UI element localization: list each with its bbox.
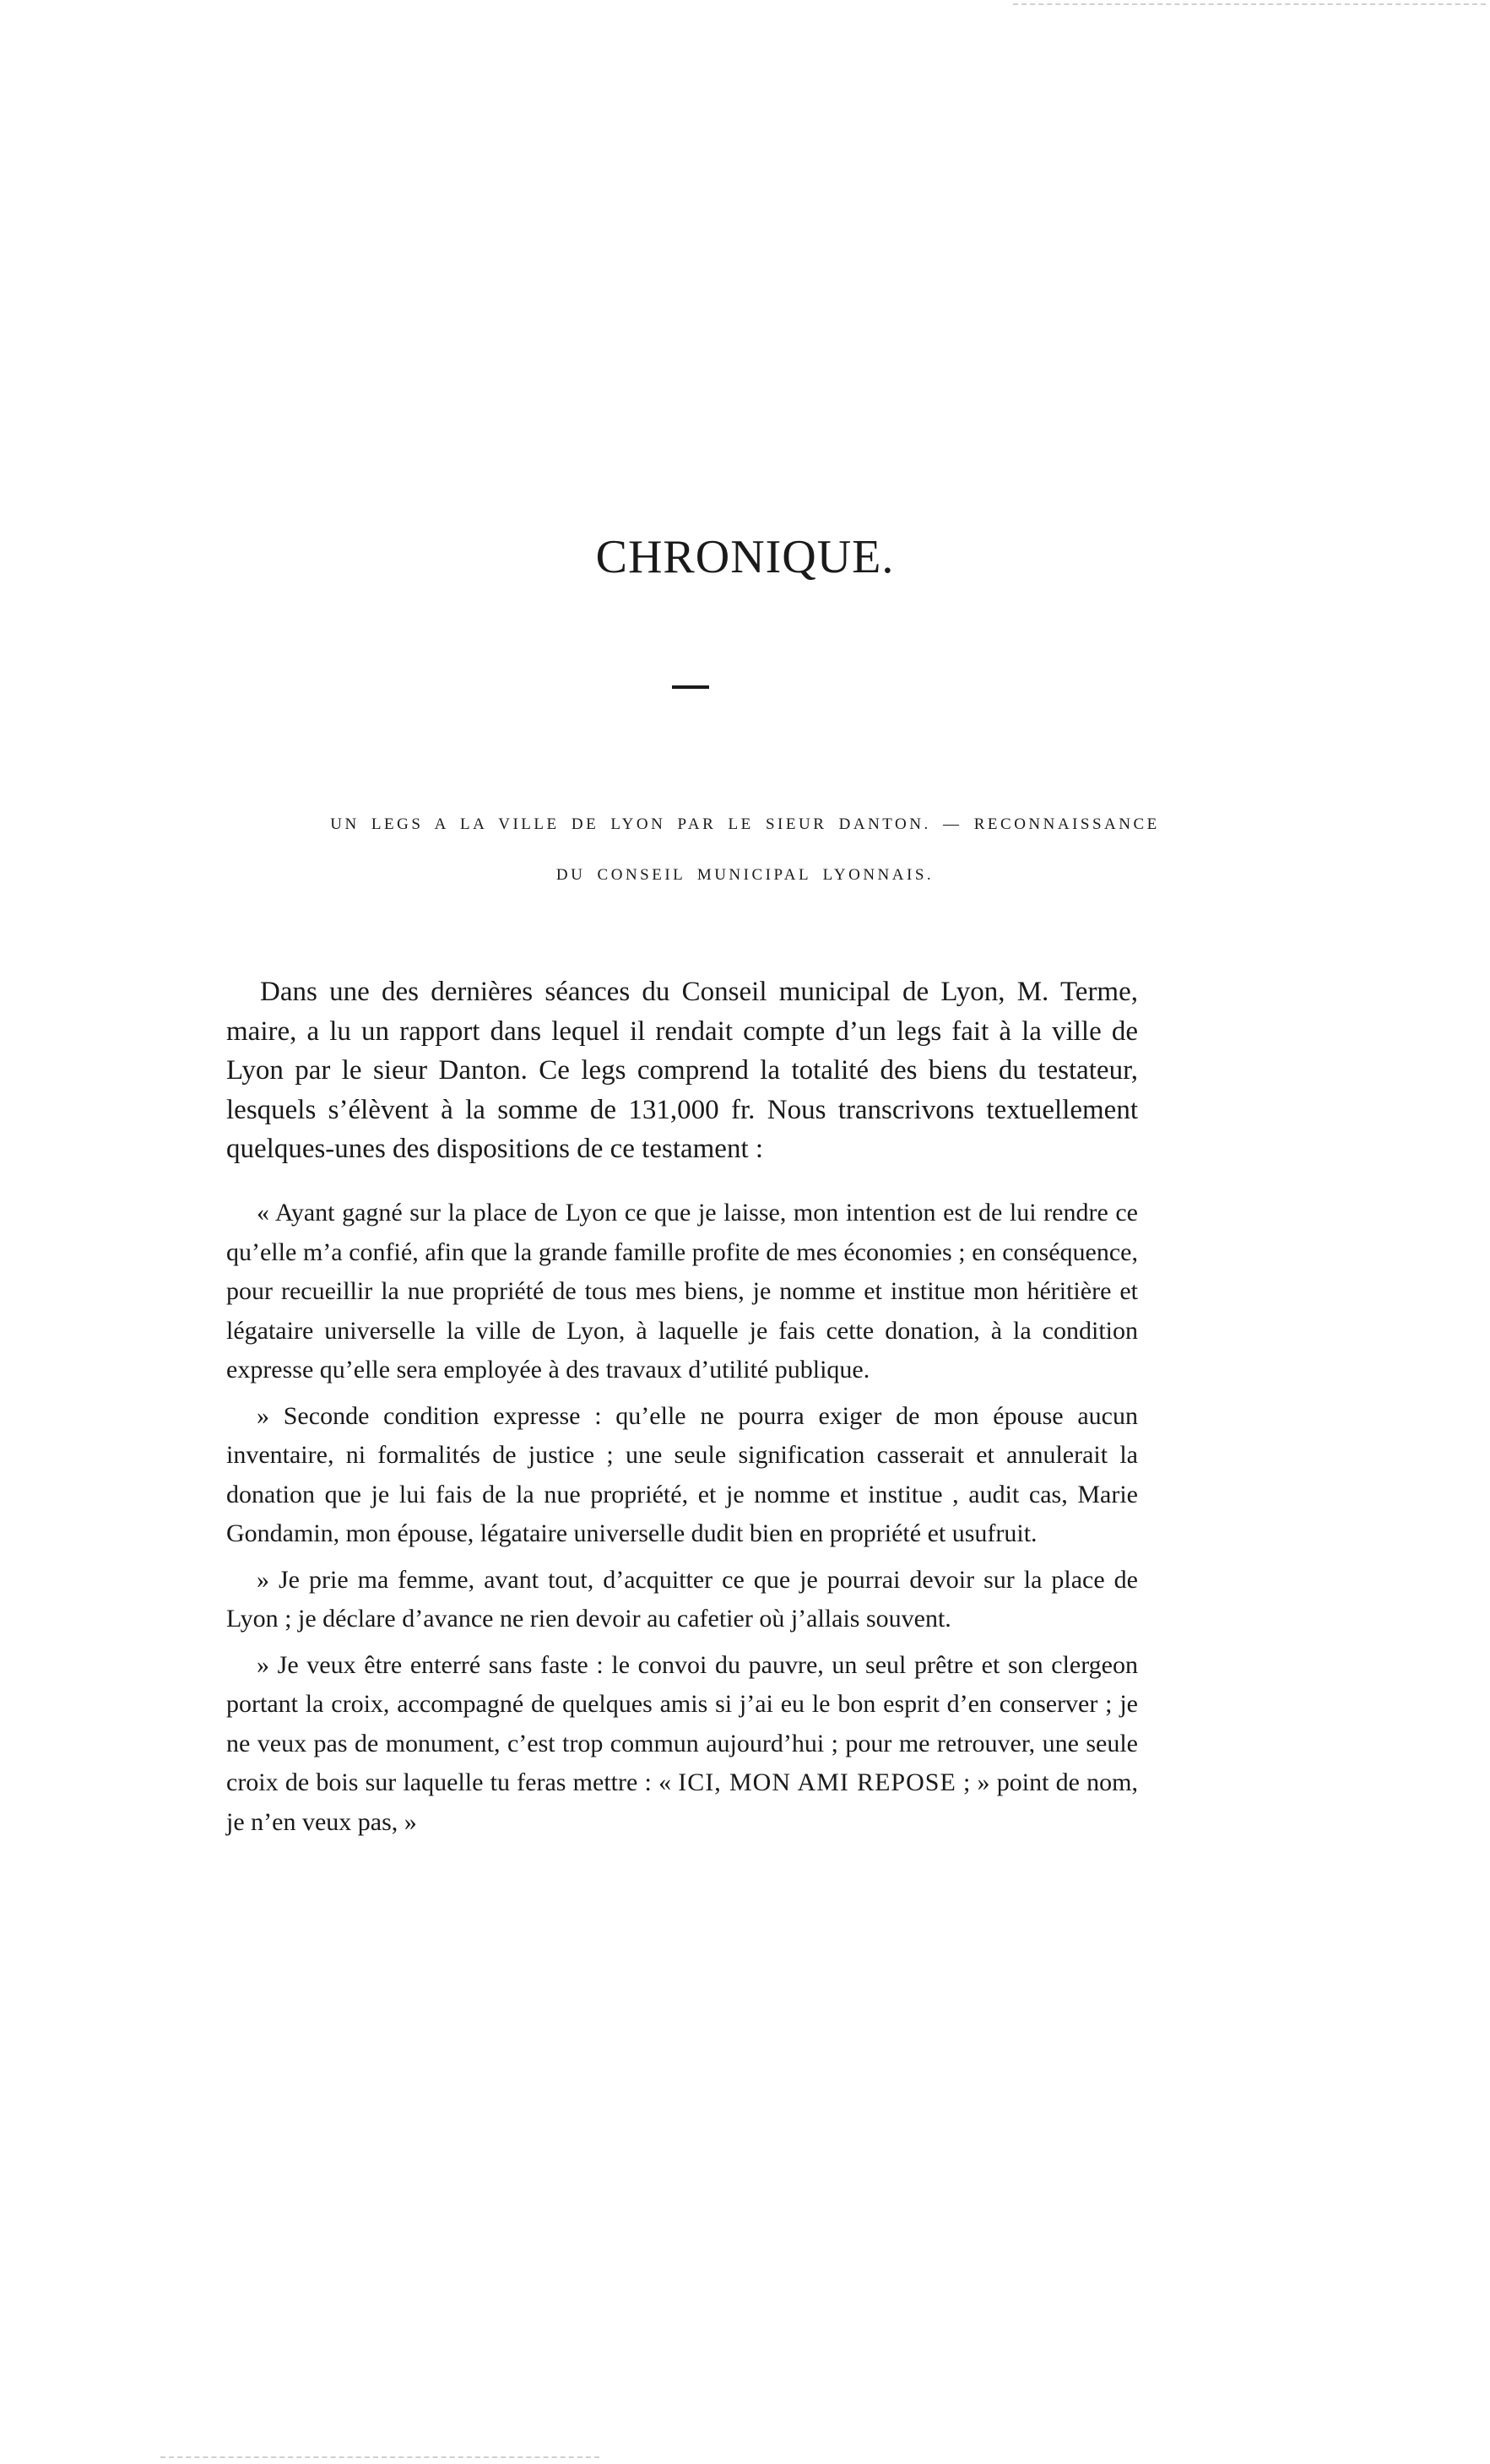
testament-quote [226, 1194, 1138, 1849]
title-rule [672, 685, 709, 689]
page-title: CHRONIQUE. [595, 531, 895, 583]
quote-paragraph-4-text: » Je veux être enterré sans faste : le convoi du pauvre, un seul prêtre et son clergeon portant la croix, accompagné de quelques amis si j’ai eu le bon esprit d’en conserver ; je ne veux pas de monument, c’est trop commun aujourd’hui ; pour me retrouver, une seule croix de bois sur laquelle tu feras mettre : « [226, 1650, 1138, 1796]
subtitle-line-1: UN LEGS A LA VILLE DE LYON PAR LE SIEUR DANTON. — RECONNAISSANCE [330, 815, 1160, 833]
quote-paragraph-4-end: ; » point de nom, je n’en veux pas, » [226, 1768, 1138, 1836]
quote-paragraph-1: « Ayant gagné sur la place de Lyon ce que je laisse, mon intention est de lui rendre ce qu’elle m’a confié, afin que la grande famille profite de mes économies ; en conséquence, pour recueillir la nue propriété de tous mes biens, je nomme et institue mon héritière et légataire universelle la ville de Lyon, à laquelle je fais cette donation, à la condition expresse qu’elle sera employée à des travaux d’utilité publique. [226, 1199, 1138, 1384]
subtitle-line-2: DU CONSEIL MUNICIPAL LYONNAIS. [555, 866, 935, 884]
scan-edge-marks-top [1013, 3, 1486, 8]
epitaph-text: ICI, MON AMI REPOSE [678, 1768, 956, 1796]
quote-paragraph-3: » Je prie ma femme, avant tout, d’acquitter ce que je pourrai devoir sur la place de Lyon ; je déclare d’avance ne rien devoir au cafetier où j’allais souvent. [226, 1565, 1138, 1633]
scan-edge-marks-bottom [160, 2456, 599, 2461]
quote-paragraph-4 [226, 1646, 1138, 1843]
intro-paragraph: Dans une des dernières séances du Conseil municipal de Lyon, M. Terme, maire, a lu un rapport dans lequel il rendait compte d’un legs fait à la ville de Lyon par le sieur Danton. Ce legs comprend la totalité des biens du testateur, lesquels s’élèvent à la somme de 131,000 fr. Nous transcrivons textuellement quelques-unes des dispositions de ce testament : [226, 977, 1138, 1164]
quote-paragraph-2: » Seconde condition expresse : qu’elle ne pourra exiger de mon épouse aucun inventaire, ni formalités de justice ; une seule signification casserait et annulerait la donation que je lui fais de la nue propriété, et je nomme et institue , audit cas, Marie Gondamin, mon épouse, légataire universelle dudit bien en propriété et usufruit. [226, 1401, 1138, 1547]
